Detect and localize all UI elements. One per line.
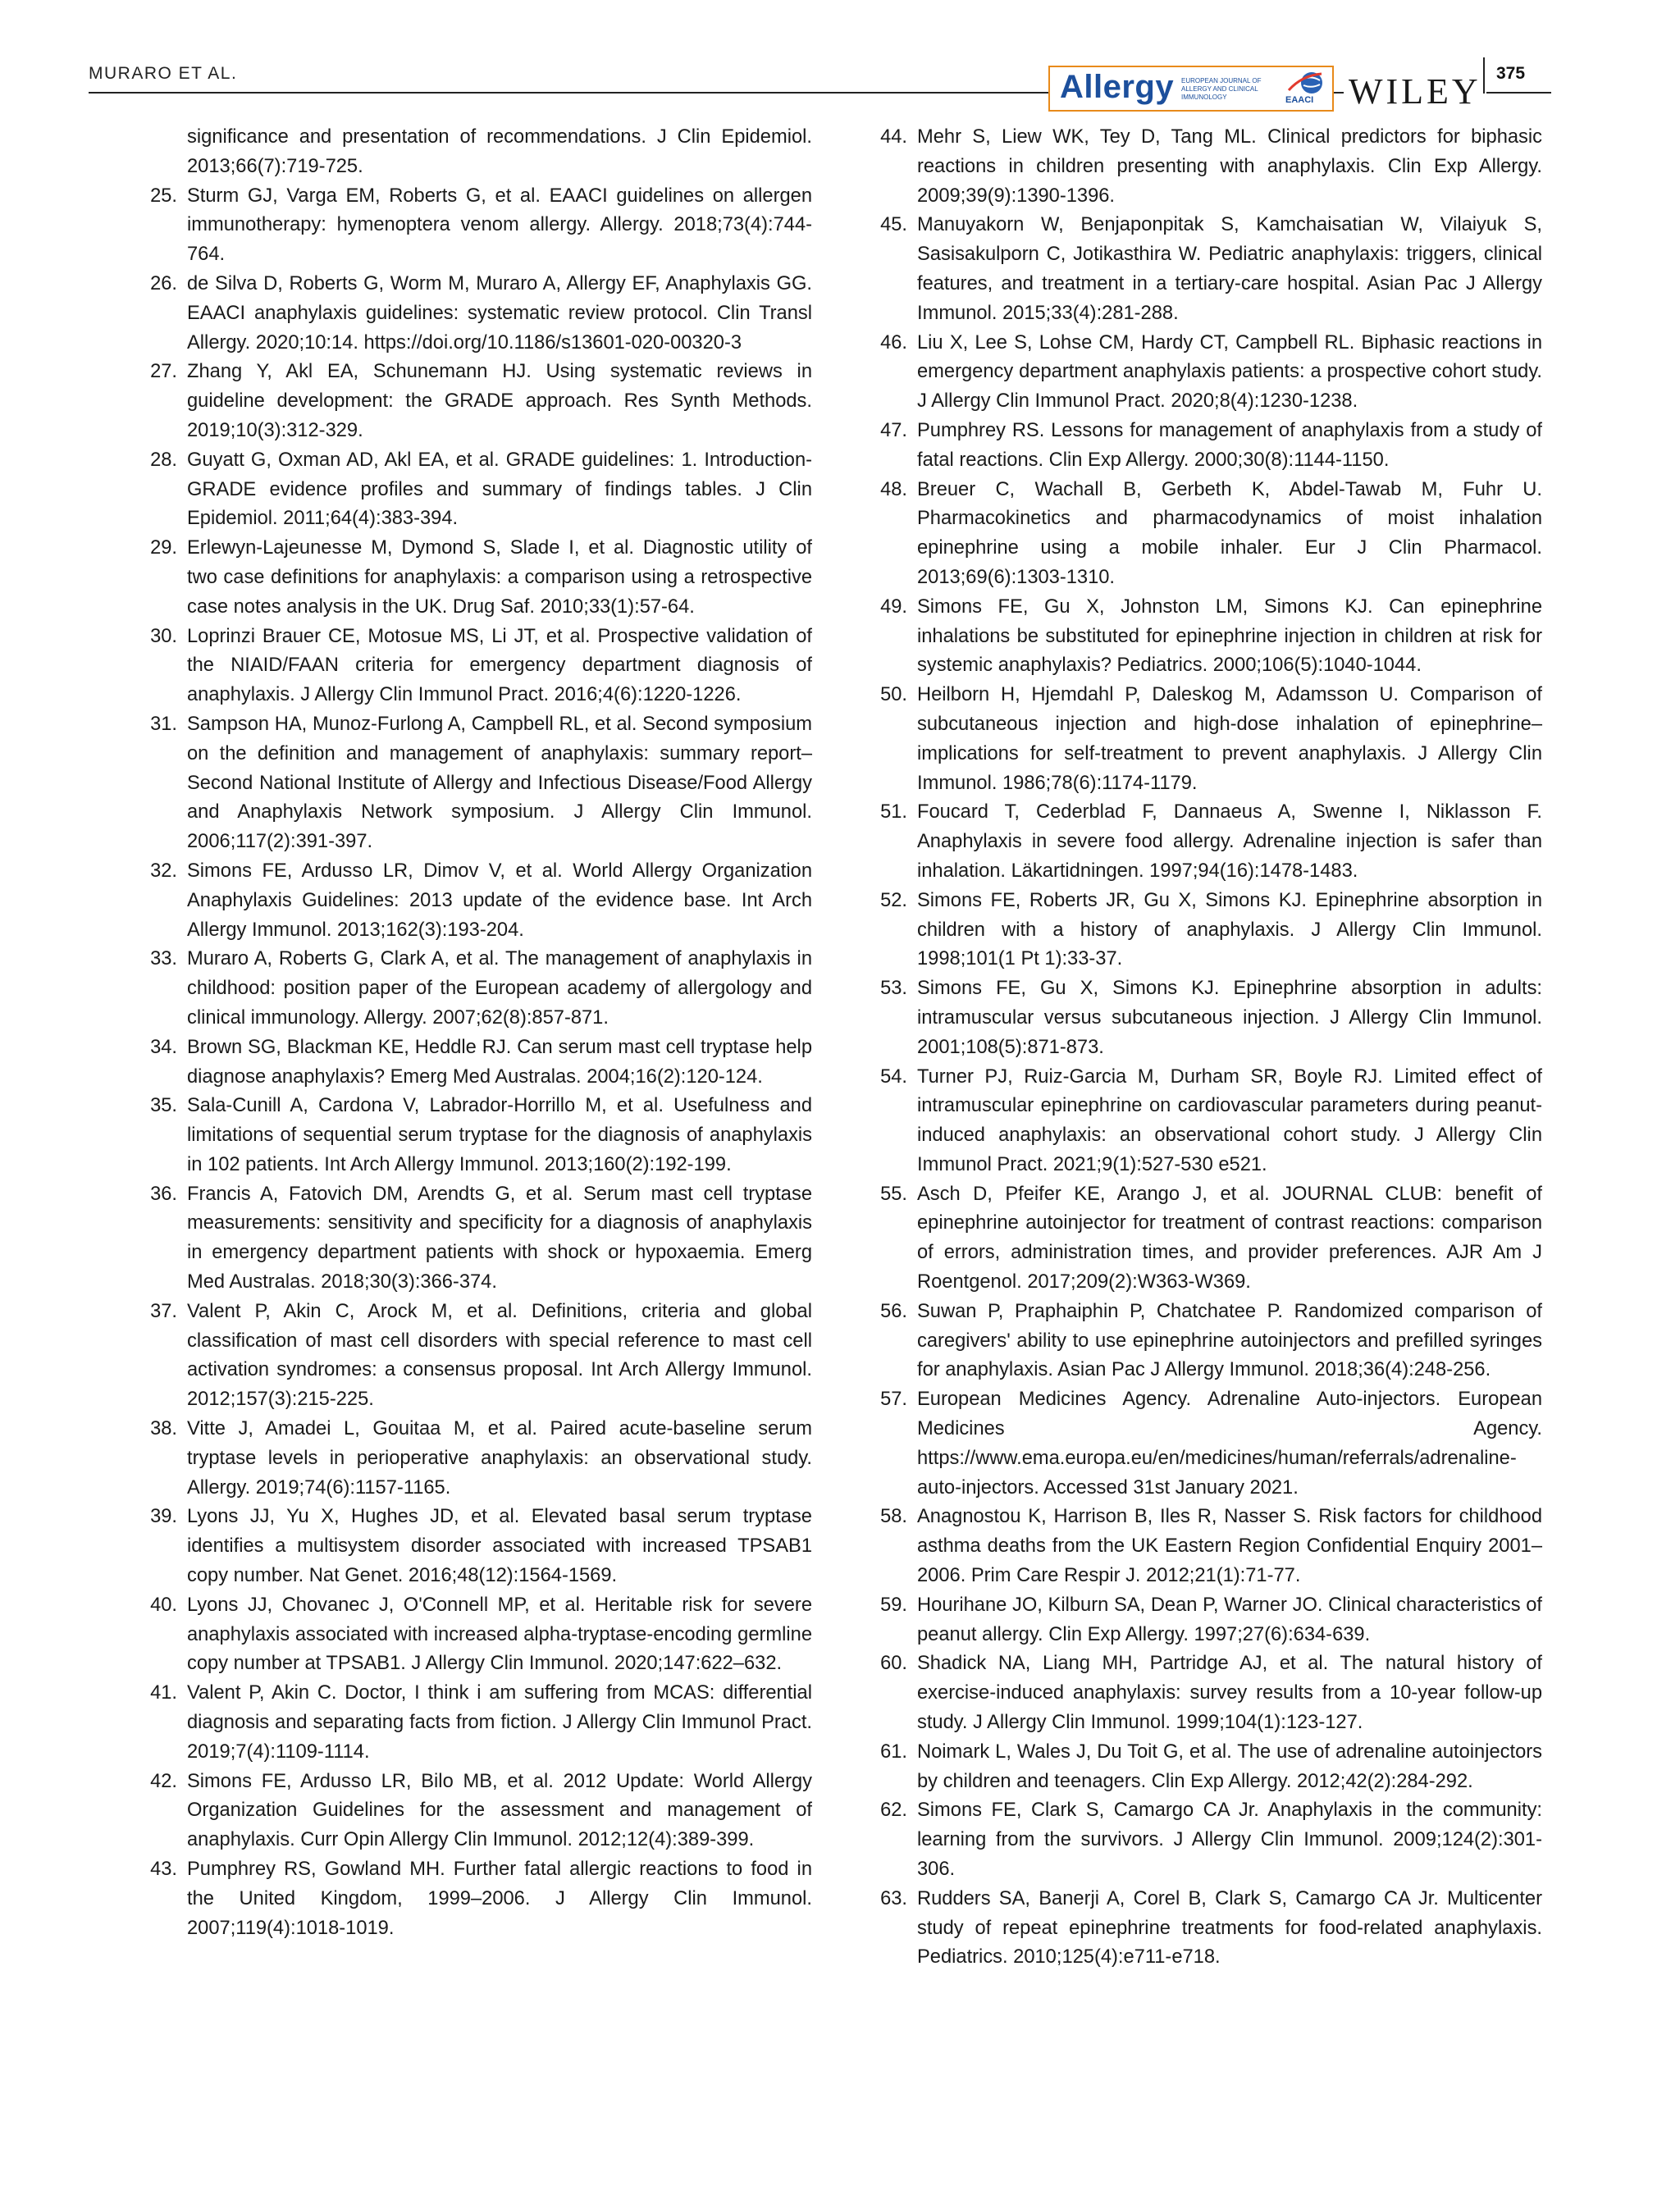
reference-number: 35. <box>150 1095 177 1117</box>
reference-entry <box>820 1591 1542 1650</box>
reference-number: 57. <box>880 1389 907 1411</box>
reference-entry <box>820 1385 1542 1503</box>
reference-number: 54. <box>880 1065 907 1088</box>
reference-text: Loprinzi Brauer CE, Motosue MS, Li JT, et al. Prospective validation of the NIAID/FAAN criteria for emergency department diagnosis of anaphylaxis. J Allergy Clin Immunol Pract. 2016;4(6):1220-1226. <box>187 625 812 706</box>
reference-entry <box>820 1649 1542 1737</box>
reference-entry <box>90 534 812 622</box>
reference-text: Breuer C, Wachall B, Gerbeth K, Abdel-Tawab M, Fuhr U. Pharmacokinetics and pharmacodynamics of moist inhalation epinephrine using a mobile inhaler. Eur J Clin Pharmacol. 2013;69(6):1303-1310. <box>917 478 1542 588</box>
reference-number: 53. <box>880 978 907 1000</box>
reference-text: Francis A, Fatovich DM, Arendts G, et al. Serum mast cell tryptase measurements: sensitivity and specificity for a diagnosis of anaphylaxis in emergency department patients with shock or hypoxaemia. Emerg Med Australas. 2018;30(3):366-374. <box>187 1183 812 1293</box>
reference-number: 51. <box>880 801 907 823</box>
reference-number: 61. <box>880 1740 907 1763</box>
reference-number: 41. <box>150 1682 177 1704</box>
page-number: 375 <box>1496 64 1526 83</box>
reference-text: Hourihane JO, Kilburn SA, Dean P, Warner JO. Clinical characteristics of peanut allergy. Clin Exp Allergy. 1997;27(6):634-639. <box>917 1594 1542 1645</box>
references-right-column <box>820 123 1542 1973</box>
reference-entry <box>90 857 812 945</box>
reference-text: Simons FE, Gu X, Simons KJ. Epinephrine absorption in adults: intramuscular versus subcutaneous injection. J Allergy Clin Immunol. 2001;108(5):871-873. <box>917 978 1542 1058</box>
journal-logo-subtitle: EUROPEAN JOURNAL OF ALLERGY AND CLINICAL IMMUNOLOGY <box>1181 77 1262 101</box>
reference-number: 28. <box>150 449 177 471</box>
reference-entry <box>90 1180 812 1298</box>
reference-number: 37. <box>150 1300 177 1322</box>
reference-entry <box>820 1738 1542 1797</box>
reference-text: significance and presentation of recommendations. J Clin Epidemiol. 2013;66(7):719-725. <box>187 126 812 177</box>
reference-number: 63. <box>880 1887 907 1909</box>
reference-entry <box>90 945 812 1033</box>
reference-number: 48. <box>880 478 907 500</box>
eaaci-logo-text: EAACI <box>1285 95 1314 105</box>
reference-entry <box>90 1298 812 1415</box>
reference-text: Valent P, Akin C, Arock M, et al. Definitions, criteria and global classification of mast cell disorders with special reference to mast cell activation syndromes: a consensus proposal. Int Arch Allergy Immunol. 2012;157(3):215-225. <box>187 1300 812 1411</box>
reference-text: Manuyakorn W, Benjaponpitak S, Kamchaisatian W, Vilaiyuk S, Sasisakulporn C, Jotikasthira W. Pediatric anaphylaxis: triggers, clinical features, and treatment in a tertiary-care hospital. Asian Pac J Allergy Immunol. 2015;33(4):281-288. <box>917 214 1542 324</box>
reference-text: Pumphrey RS. Lessons for management of anaphylaxis from a study of fatal reactions. Clin Exp Allergy. 2000;30(8):1144-1150. <box>917 419 1542 471</box>
journal-logo <box>1048 66 1334 112</box>
reference-text: Pumphrey RS, Gowland MH. Further fatal allergic reactions to food in the United Kingdom, 1999–2006. J Allergy Clin Immunol. 2007;119(4):1018-1019. <box>187 1859 812 1939</box>
reference-number: 60. <box>880 1653 907 1675</box>
reference-entry <box>820 974 1542 1062</box>
reference-number: 25. <box>150 185 177 207</box>
reference-entry <box>820 329 1542 417</box>
page-header <box>0 0 1680 115</box>
reference-entry <box>90 1591 812 1679</box>
reference-entry <box>820 476 1542 593</box>
reference-entry <box>820 1885 1542 1973</box>
reference-number: 58. <box>880 1506 907 1528</box>
publisher-logo: WILEY <box>1344 71 1486 112</box>
reference-text: Anagnostou K, Harrison B, Iles R, Nasser S. Risk factors for childhood asthma deaths from the UK Eastern Region Confidential Enquiry 2001–2006. Prim Care Respir J. 2012;21(1):71-77. <box>917 1506 1542 1587</box>
reference-number: 27. <box>150 361 177 383</box>
reference-text: Sturm GJ, Varga EM, Roberts G, et al. EAACI guidelines on allergen immunotherapy: hymenoptera venom allergy. Allergy. 2018;73(4):744-764. <box>187 185 812 266</box>
reference-number: 50. <box>880 684 907 706</box>
references-left-column <box>90 123 812 1943</box>
reference-entry <box>820 1063 1542 1180</box>
reference-text: Simons FE, Ardusso LR, Dimov V, et al. World Allergy Organization Anaphylaxis Guidelines: 2013 update of the evidence base. Int Arch Allergy Immunol. 2013;162(3):193-204. <box>187 860 812 941</box>
reference-text: Noimark L, Wales J, Du Toit G, et al. The use of adrenaline autoinjectors by children and teenagers. Clin Exp Allergy. 2012;42(2):284-292. <box>917 1740 1542 1792</box>
reference-entry <box>90 182 812 270</box>
reference-entry <box>820 593 1542 681</box>
eaaci-globe-icon <box>1284 71 1328 107</box>
reference-number: 39. <box>150 1506 177 1528</box>
reference-text: Asch D, Pfeifer KE, Arango J, et al. JOURNAL CLUB: benefit of epinephrine autoinjector for treatment of contrast reactions: comparison of errors, administration times, and provider preferences. AJR Am J Roentgenol. 2017;209(2):W363-W369. <box>917 1183 1542 1293</box>
reference-entry <box>90 446 812 534</box>
journal-logo-text: Allergy <box>1060 69 1175 105</box>
reference-entry <box>820 798 1542 886</box>
reference-text: Lyons JJ, Chovanec J, O'Connell MP, et al. Heritable risk for severe anaphylaxis associated with increased alpha-tryptase-encoding germline copy number at TPSAB1. J Allergy Clin Immunol. 2020;147:622–632. <box>187 1594 812 1675</box>
reference-entry <box>820 1180 1542 1298</box>
reference-number: 32. <box>150 860 177 882</box>
running-head: MURARO ET AL. <box>89 64 238 83</box>
reference-text: Zhang Y, Akl EA, Schunemann HJ. Using systematic reviews in guideline development: the GRADE approach. Res Synth Methods. 2019;10(3):312-329. <box>187 361 812 441</box>
reference-number: 44. <box>880 126 907 148</box>
reference-text: European Medicines Agency. Adrenaline Auto-injectors. European Medicines Agency. https://www.ema.europa.eu/en/medicines/human/referrals/adrenaline-auto-injectors. Accessed 31st January 2021. <box>917 1389 1542 1499</box>
reference-entry <box>820 887 1542 974</box>
reference-text: de Silva D, Roberts G, Worm M, Muraro A, Allergy EF, Anaphylaxis GG. EAACI anaphylaxis guidelines: systematic review protocol. Clin Transl Allergy. 2020;10:14. https://doi.org/10.1186/s13601-020-00320-3 <box>187 272 812 354</box>
reference-entry <box>820 417 1542 476</box>
reference-entry <box>90 1855 812 1943</box>
reference-text: Mehr S, Liew WK, Tey D, Tang ML. Clinical predictors for biphasic reactions in children presenting with anaphylaxis. Clin Exp Allergy. 2009;39(9):1390-1396. <box>917 126 1542 207</box>
reference-entry <box>820 123 1542 211</box>
reference-number: 52. <box>880 889 907 911</box>
reference-text: Simons FE, Ardusso LR, Bilo MB, et al. 2012 Update: World Allergy Organization Guidelines for the assessment and management of anaphylaxis. Curr Opin Allergy Clin Immunol. 2012;12(4):389-399. <box>187 1770 812 1851</box>
reference-number: 34. <box>150 1036 177 1058</box>
reference-number: 59. <box>880 1594 907 1616</box>
reference-number: 38. <box>150 1418 177 1440</box>
reference-entry <box>90 1503 812 1590</box>
reference-text: Valent P, Akin C. Doctor, I think i am suffering from MCAS: differential diagnosis and separating facts from fiction. J Allergy Clin Immunol Pract. 2019;7(4):1109-1114. <box>187 1682 812 1763</box>
reference-entry <box>90 623 812 710</box>
reference-text: Muraro A, Roberts G, Clark A, et al. The management of anaphylaxis in childhood: position paper of the European academy of allergology and clinical immunology. Allergy. 2007;62(8):857-871. <box>187 948 812 1029</box>
reference-text: Liu X, Lee S, Lohse CM, Hardy CT, Campbell RL. Biphasic reactions in emergency department anaphylaxis patients: a prospective cohort study. J Allergy Clin Immunol Pract. 2020;8(4):1230-1238. <box>917 331 1542 413</box>
reference-number: 46. <box>880 331 907 354</box>
reference-number: 33. <box>150 948 177 970</box>
reference-entry <box>90 358 812 445</box>
reference-number: 56. <box>880 1300 907 1322</box>
reference-number: 26. <box>150 272 177 294</box>
page-number-divider <box>1483 57 1485 94</box>
reference-number: 29. <box>150 537 177 559</box>
reference-text: Brown SG, Blackman KE, Heddle RJ. Can serum mast cell tryptase help diagnose anaphylaxis? Emerg Med Australas. 2004;16(2):120-124. <box>187 1036 812 1088</box>
reference-entry <box>820 681 1542 798</box>
reference-text: Foucard T, Cederblad F, Dannaeus A, Swenne I, Niklasson F. Anaphylaxis in severe food allergy. Adrenaline injection is safer than inhalation. Läkartidningen. 1997;94(16):1478-1483. <box>917 801 1542 882</box>
reference-text: Rudders SA, Banerji A, Corel B, Clark S, Camargo CA Jr. Multicenter study of repeat epinephrine treatments for food-related anaphylaxis. Pediatrics. 2010;125(4):e711-e718. <box>917 1887 1542 1968</box>
reference-entry <box>90 1092 812 1179</box>
reference-text: Vitte J, Amadei L, Gouitaa M, et al. Paired acute-baseline serum tryptase levels in perioperative anaphylaxis: an observational study. Allergy. 2019;74(6):1157-1165. <box>187 1418 812 1499</box>
reference-number: 30. <box>150 625 177 647</box>
reference-number: 42. <box>150 1770 177 1792</box>
reference-number: 36. <box>150 1183 177 1205</box>
reference-text: Simons FE, Clark S, Camargo CA Jr. Anaphylaxis in the community: learning from the survivors. J Allergy Clin Immunol. 2009;124(2):301-306. <box>917 1800 1542 1881</box>
reference-entry <box>90 1033 812 1093</box>
reference-text: Erlewyn-Lajeunesse M, Dymond S, Slade I, et al. Diagnostic utility of two case definitions for anaphylaxis: a comparison using a retrospective case notes analysis in the UK. Drug Saf. 2010;33(1):57-64. <box>187 537 812 618</box>
reference-number: 62. <box>880 1800 907 1822</box>
reference-number: 49. <box>880 595 907 618</box>
reference-entry <box>90 270 812 358</box>
reference-text: Sampson HA, Munoz-Furlong A, Campbell RL, et al. Second symposium on the definition and management of anaphylaxis: summary report–Second National Institute of Allergy and Infectious Disease/Food Allergy and Anaphylaxis Network symposium. J Allergy Clin Immunol. 2006;117(2):391-397. <box>187 713 812 853</box>
reference-number: 45. <box>880 214 907 236</box>
reference-entry <box>90 710 812 857</box>
reference-entry <box>820 1298 1542 1385</box>
reference-text: Simons FE, Gu X, Johnston LM, Simons KJ. Can epinephrine inhalations be substituted for epinephrine injection in children at risk for systemic anaphylaxis? Pediatrics. 2000;106(5):1040-1044. <box>917 595 1542 677</box>
reference-entry <box>820 1503 1542 1590</box>
reference-entry <box>820 211 1542 328</box>
reference-number: 43. <box>150 1859 177 1881</box>
reference-text: Sala-Cunill A, Cardona V, Labrador-Horrillo M, et al. Usefulness and limitations of sequential serum tryptase for the diagnosis of anaphylaxis in 102 patients. Int Arch Allergy Immunol. 2013;160(2):192-199. <box>187 1095 812 1175</box>
reference-entry <box>820 1796 1542 1884</box>
reference-number: 55. <box>880 1183 907 1205</box>
reference-text: Simons FE, Roberts JR, Gu X, Simons KJ. Epinephrine absorption in children with a history of anaphylaxis. J Allergy Clin Immunol. 1998;101(1 Pt 1):33-37. <box>917 889 1542 970</box>
reference-text: Guyatt G, Oxman AD, Akl EA, et al. GRADE guidelines: 1. Introduction-GRADE evidence profiles and summary of findings tables. J Clin Epidemiol. 2011;64(4):383-394. <box>187 449 812 530</box>
reference-entry <box>90 1679 812 1767</box>
reference-number: 47. <box>880 419 907 441</box>
reference-text: Suwan P, Praphaiphin P, Chatchatee P. Randomized comparison of caregivers' ability to use epinephrine autoinjectors and prefilled syringes for anaphylaxis. Asian Pac J Allergy Immunol. 2018;36(4):248-256. <box>917 1300 1542 1381</box>
reference-text: Turner PJ, Ruiz-Garcia M, Durham SR, Boyle RJ. Limited effect of intramuscular epinephrine on cardiovascular parameters during peanut-induced anaphylaxis: an observational cohort study. J Allergy Clin Immunol Pract. 2021;9(1):527-530 e521. <box>917 1065 1542 1175</box>
reference-text: Lyons JJ, Yu X, Hughes JD, et al. Elevated basal serum tryptase identifies a multisystem disorder associated with increased TPSAB1 copy number. Nat Genet. 2016;48(12):1564-1569. <box>187 1506 812 1587</box>
reference-entry <box>90 123 812 182</box>
reference-entry <box>90 1768 812 1855</box>
reference-text: Heilborn H, Hjemdahl P, Daleskog M, Adamsson U. Comparison of subcutaneous injection and high-dose inhalation of epinephrine–implications for self-treatment to prevent anaphylaxis. J Allergy Clin Immunol. 1986;78(6):1174-1179. <box>917 684 1542 794</box>
reference-text: Shadick NA, Liang MH, Partridge AJ, et al. The natural history of exercise-induced anaphylaxis: survey results from a 10-year follow-up study. J Allergy Clin Immunol. 1999;104(1):123-127. <box>917 1653 1542 1734</box>
reference-number: 31. <box>150 713 177 735</box>
reference-entry <box>90 1415 812 1503</box>
reference-number: 40. <box>150 1594 177 1616</box>
